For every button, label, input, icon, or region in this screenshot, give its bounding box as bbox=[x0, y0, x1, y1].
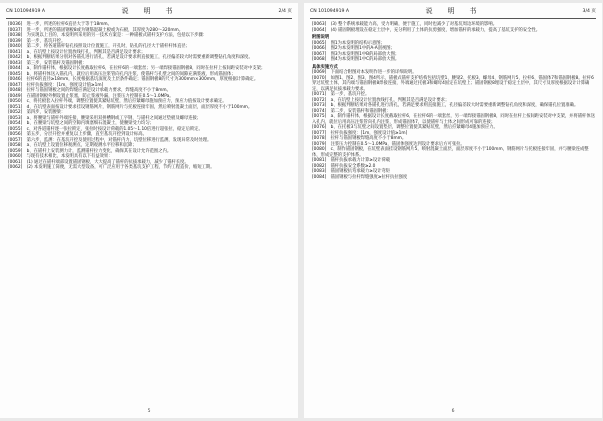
paragraph-text: 第一步，基坑开挖。 bbox=[330, 92, 370, 97]
page-title: 说 明 书 bbox=[425, 7, 481, 15]
paragraph-number: [0063] bbox=[312, 22, 327, 27]
paragraph-text: 第二步，安装锚杆和锚固钢板： bbox=[330, 108, 391, 114]
paragraph-text: (2) 本发明施工简便，无需大型设备，可广泛应用于各类基坑支护工程，节约工程造价，缩短工期。 bbox=[26, 165, 215, 170]
header-rule bbox=[310, 18, 596, 19]
publication-number: CN 101094919 A bbox=[310, 9, 350, 14]
paragraph-text: 拉杆与锚固钢板之间的焊缝应满足设计承载力要求，焊缝高度不小于8mm。 bbox=[26, 88, 171, 93]
paragraph-text: 锚固钢板抗弯承载力≥设计弯矩 bbox=[330, 169, 391, 174]
paragraph-number: [0038] bbox=[8, 33, 23, 38]
paragraph-number: [0061] bbox=[8, 159, 23, 165]
paragraph-text: 第四步，安装腰梁： bbox=[26, 110, 66, 115]
paragraph-text: 为实现以上目的，本发明所采用的另一技术方案是：一种锚板式锚杆支护方法，包括以下步骤： bbox=[26, 33, 208, 38]
paragraph-text: 进一步，所述的拉杆6直径大于等于18mm。 bbox=[26, 22, 112, 27]
paragraph-text: (3) 整个系统承载能力高，受力明确，便于施工，同时也减少了对基坑周边环境的影响。 bbox=[330, 22, 498, 27]
page-header bbox=[310, 5, 596, 18]
paragraph-number: [0036] bbox=[8, 22, 23, 27]
paragraph-text: a、在坑壁上设置位移观测点，定期观测水平位移和沉降； bbox=[26, 143, 137, 148]
paragraph-number: [0062] bbox=[8, 165, 23, 170]
embodiment-heading: 具体实施方式 bbox=[312, 64, 338, 70]
paragraph-text: 锚杆抗拔安全系数≥2.0 bbox=[330, 163, 376, 169]
paragraph-text: 图3为本发明图1中B的局部放大图； bbox=[330, 51, 400, 57]
paragraph-number: [0065] bbox=[312, 40, 327, 46]
publication-number: CN 101094919 A bbox=[6, 9, 46, 14]
paragraph-text: b、在托板3与坑壁之间设置垫层，调整位置使其紧贴坑壁，然后拧紧螺母4施加预应力。 bbox=[330, 125, 498, 130]
figure-list bbox=[312, 41, 596, 63]
paragraph-text: a、制作锚杆体，根据设计长度截取拉杆6，在拉杆6的一端套丝；另一端焊接锚固钢板8，同时在拉杆上按间距安装对中支架； bbox=[26, 66, 266, 71]
header-rule bbox=[6, 18, 292, 19]
paragraph-number: [0076] bbox=[312, 125, 327, 130]
paragraph-text: (4) 锚固钢板埋设在稳定土层中，充分利用了土体的抗剪强度，增加锚杆的承载力，提高了基坑支护的安全性。 bbox=[330, 27, 540, 33]
paragraph-text: 锚杆抗拔承载力计算≥设计荷载 bbox=[330, 158, 391, 163]
paragraph-text: 在锚固钢板外侧设置止浆塞，防止浆液外漏，注浆压力控制在0.5～1.0MPa。 bbox=[26, 93, 174, 99]
paragraph-number: [0064] bbox=[312, 27, 327, 33]
paragraph-text: a、在坑壁上按设计位置放线打孔，判断其是否满足设计要求； bbox=[26, 49, 146, 55]
paragraph-text: 图2为本发明图1中的A-A剖视图； bbox=[330, 46, 395, 51]
paragraph-number: [0070] bbox=[312, 75, 327, 81]
paragraph bbox=[312, 114, 596, 125]
page-title: 说 明 书 bbox=[121, 7, 177, 15]
paragraph-text: (1) 通过在锚杆端部设置锚固钢板，大大提高了锚杆的抗拔承载力，减少了锚杆长度。 bbox=[26, 159, 189, 165]
paragraph-text: 如图1、图2、图3、图4所示，锚板式锚杆支护结构包括坑壁1、腰梁2、托板3、螺母4、钢筋网片5、拉杆6、锚固体7和锚固钢板8。拉杆6穿过坑壁土体，其内端与锚固钢板8焊接连接，外端通过托板3和螺母4固定在坑壁上；锚固钢板8埋设于稳定土层中，其尺寸及厚度根据设计计算确定，以满足抗拔承载力要求。 bbox=[312, 75, 594, 92]
page-indicator: 3/4 页 bbox=[582, 9, 596, 14]
paragraph bbox=[312, 147, 596, 158]
intro-paragraphs bbox=[312, 22, 596, 33]
paragraph-number: [0037] bbox=[8, 27, 23, 33]
paragraph-number: [0049] bbox=[8, 93, 23, 99]
paragraph-number: [0042] bbox=[8, 55, 23, 60]
paragraph-text: d、在坑壁表面按设计要求挂设钢筋网片，钢筋网片与托板连接牢固，然后喷射混凝土面层，面层厚度不小于100mm。 bbox=[26, 104, 253, 110]
paragraph-text: c、将托板套入拉杆外端，调整位置使其紧贴坑壁，然后拧紧螺母施加预应力，预应力值按设计要求确定。 bbox=[26, 99, 227, 104]
paragraph-number: [0071] bbox=[312, 92, 327, 97]
paragraph-text: 锚固钢板与拉杆焊缝强度≥拉杆抗拉强度 bbox=[330, 174, 408, 180]
paragraph-number: [0041] bbox=[8, 49, 23, 55]
paragraph-number: [0081] bbox=[312, 158, 327, 163]
paragraph-number: [0039] bbox=[8, 38, 23, 44]
page-indicator: 2/4 页 bbox=[278, 9, 292, 14]
paragraph-number: [0066] bbox=[312, 46, 327, 51]
paragraph-text: a、将腰梁与锚杆外端连接，腰梁采用双拼槽钢或工字钢，与锚杆之间通过垫板及螺母连接； bbox=[26, 115, 202, 121]
paragraph-number: [0045] bbox=[8, 71, 23, 77]
paragraph-number: [0067] bbox=[312, 51, 327, 57]
paragraph-number: [0084] bbox=[312, 174, 327, 180]
left-page bbox=[0, 3, 298, 418]
paragraph-text: c、对各道锚杆逐一张拉锁定，张拉时按设计荷载的1.05～1.10倍进行超张拉，稳定后锁定。 bbox=[26, 126, 203, 132]
embodiment-paragraphs bbox=[312, 70, 596, 180]
page-body bbox=[312, 22, 596, 180]
paragraph bbox=[312, 28, 596, 34]
paragraph-number: [0069] bbox=[312, 70, 327, 75]
paragraph-number: [0053] bbox=[8, 115, 23, 121]
paragraph-number: [0077] bbox=[312, 130, 327, 136]
paragraph-text: 第五步，分层开挖并重复以上步骤，直至基坑开挖到设计标高。 bbox=[26, 132, 147, 137]
paragraph-number: [0043] bbox=[8, 60, 23, 66]
paragraph-text: a、制作锚杆体，根据设计长度截取拉杆6，在拉杆6的一端套丝，另一端焊接锚固钢板8，同时在拉杆上按间距安装对中支架，并将锚杆体送入孔内，就位后用高压注浆管向孔内注浆，形成锚固体7，以使锚杆与土体之间形成可靠的连接； bbox=[312, 114, 595, 125]
paragraph-number: [0068] bbox=[312, 57, 327, 62]
paragraph-text: a、在坑壁上按设计位置放线打孔，判断其是否满足设计要求； bbox=[330, 97, 450, 103]
paragraph-text: 与现有技术相比，本发明具有以下有益效果： bbox=[26, 154, 113, 159]
paragraph-number: [0050] bbox=[8, 99, 23, 104]
paragraph-number: [0044] bbox=[8, 66, 23, 71]
paragraph-number: [0074] bbox=[312, 108, 327, 114]
paragraph-text: 图4为本发明图1中C的局部放大图。 bbox=[330, 57, 400, 62]
paragraph-text: 图1为本发明的结构示意图； bbox=[330, 40, 385, 46]
paragraph-number: [0079] bbox=[312, 141, 327, 147]
paragraph-number: [0047] bbox=[8, 82, 23, 88]
paragraph-number: [0072] bbox=[312, 97, 327, 103]
paragraph-text: b、将锚杆体送入锚孔内，就位后用高压注浆管向孔内注浆，使锚杆与孔壁之间的间隙充满浆液，形成锚固体； bbox=[26, 71, 236, 77]
page-number: 6 bbox=[451, 409, 455, 414]
paragraph-text: 拉杆抗拔强度：[1m，强度设计值≥1m] bbox=[26, 82, 104, 88]
paragraph-number: [0083] bbox=[312, 169, 327, 174]
paragraph-number: [0055] bbox=[8, 126, 23, 132]
paragraph-text: 拉杆抗拔强度：[1m，强度设计值≥1m] bbox=[330, 130, 408, 136]
paragraph-number: [0060] bbox=[8, 154, 23, 159]
paragraph-text: b、根据判断结果对各锚孔进行清孔，若满足要求则直接施工，孔径偏差较大时需要重新调整钻孔角度和深度，确保锚孔位置准确。 bbox=[330, 103, 579, 108]
paragraph-number: [0052] bbox=[8, 110, 23, 115]
paragraph bbox=[312, 57, 596, 63]
paragraph-text: 进一步，所述的锚固钢板8或为钢筋混凝土板或为石板，其厚度为280～320mm。 bbox=[26, 27, 184, 33]
paragraph-number: [0058] bbox=[8, 143, 23, 148]
paragraph-text: 第三步，安装锚杆及锚固钢板： bbox=[26, 60, 87, 66]
paragraph-number: [0075] bbox=[312, 114, 327, 119]
paragraph-number: [0056] bbox=[8, 132, 23, 137]
figure-heading: 附图说明 bbox=[312, 35, 330, 40]
page-number: 5 bbox=[147, 409, 151, 414]
paragraph-number: [0057] bbox=[8, 137, 23, 143]
paragraph-number: [0082] bbox=[312, 163, 327, 169]
paragraph-number: [0059] bbox=[8, 148, 23, 154]
paragraph-number: [0080] bbox=[312, 147, 327, 152]
right-page bbox=[304, 3, 602, 418]
paragraph-text: 第一步，基坑开挖。 bbox=[26, 38, 66, 44]
paragraph-number: [0051] bbox=[8, 104, 23, 110]
paragraph-number: [0048] bbox=[8, 88, 23, 93]
paragraph-text: 第六步，监测：在基坑开挖及使用过程中，对锚杆内力、坑壁位移进行监测，发现异常及时处理。 bbox=[26, 137, 212, 143]
paragraph-text: 下面结合附图对本发明作进一步的详细说明。 bbox=[330, 70, 417, 75]
paragraph-number: [0054] bbox=[8, 121, 23, 126]
paragraph-text: b、根据判断结果分别对各锚孔进行清孔，若满足设计要求则直接施工，孔径偏差较大时需要重新调整钻孔角度和深度。 bbox=[26, 55, 253, 60]
paragraph-number: [0046] bbox=[8, 77, 23, 82]
paragraph-number: [0040] bbox=[8, 44, 23, 49]
paragraph-text: 拉杆与锚固钢板焊缝高度不小于8mm。 bbox=[330, 136, 407, 141]
paragraph-text: c、制作锚固钢板，在坑壁表面挂设钢筋网片5，喷射混凝土面层，面层厚度不小于100mm，钢筋网片与托板连接牢固，并与腰梁连成整体，形成完整的支护体系。 bbox=[312, 147, 589, 158]
paragraph-text: 第二步，将各道锚杆钻孔按照设计位置施工，开孔时，钻孔的孔径大于锚杆杆体直径； bbox=[26, 44, 190, 49]
page-header bbox=[6, 5, 292, 18]
paragraph-text: b、在锚杆上安装测力计，监测锚杆拉力变化，确保其在设计允许范围之内。 bbox=[26, 148, 172, 154]
paragraph-text: b、在腰梁与坑壁之间的空隙内填塞细石混凝土，使腰梁受力均匀； bbox=[26, 121, 154, 126]
paragraph bbox=[8, 165, 292, 171]
paragraph-text: 拉杆6的直径≥18mm，长度根据基坑深度及土层条件确定；锚固钢板8的尺寸为300mm×300mm，厚度根据计算确定。 bbox=[26, 77, 259, 82]
paragraph-number: [0078] bbox=[312, 136, 327, 141]
paragraph-number: [0073] bbox=[312, 103, 327, 108]
paragraph-text: 注浆压力控制在0.5～1.0MPa，锚固体强度达到设计要求后方可张拉。 bbox=[330, 141, 465, 147]
paragraph bbox=[312, 175, 596, 181]
paragraph bbox=[312, 76, 596, 93]
page-body bbox=[8, 22, 292, 171]
